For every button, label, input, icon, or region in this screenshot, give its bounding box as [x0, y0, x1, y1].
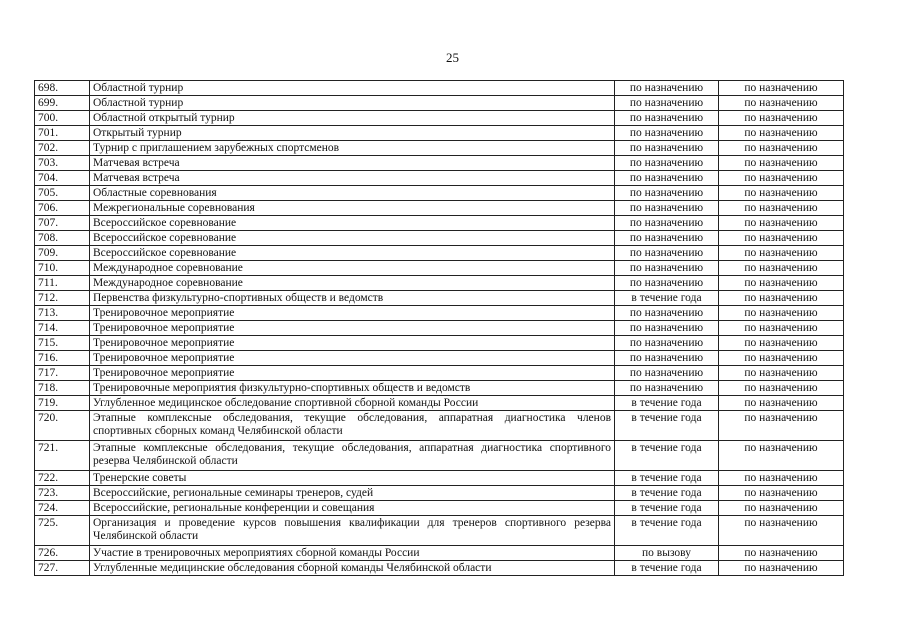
row-number-cell: 725. [35, 516, 90, 546]
table-row [35, 201, 844, 216]
assignment-cell: по назначению [719, 411, 844, 441]
assignment-cell: по назначению [719, 186, 844, 201]
row-number-cell: 724. [35, 501, 90, 516]
event-name-cell: Всероссийские, региональные семинары тренеров, судей [90, 486, 615, 501]
assignment-cell: по назначению [719, 261, 844, 276]
event-name-cell: Тренировочное мероприятие [90, 366, 615, 381]
table-row [35, 126, 844, 141]
event-name-cell: Тренерские советы [90, 471, 615, 486]
event-name-cell: Областные соревнования [90, 186, 615, 201]
event-name-cell: Международное соревнование [90, 261, 615, 276]
row-number-cell: 721. [35, 441, 90, 471]
row-number-cell: 712. [35, 291, 90, 306]
schedule-cell: по назначению [615, 171, 719, 186]
table-row [35, 501, 844, 516]
event-name-cell: Углубленные медицинские обследования сборной команды Челябинской области [90, 561, 615, 576]
schedule-cell: по назначению [615, 246, 719, 261]
row-number-cell: 701. [35, 126, 90, 141]
table-row [35, 246, 844, 261]
assignment-cell: по назначению [719, 441, 844, 471]
assignment-cell: по назначению [719, 141, 844, 156]
row-number-cell: 714. [35, 321, 90, 336]
schedule-cell: по назначению [615, 276, 719, 291]
table-row [35, 81, 844, 96]
table-row [35, 396, 844, 411]
row-number-cell: 707. [35, 216, 90, 231]
table-row [35, 336, 844, 351]
row-number-cell: 703. [35, 156, 90, 171]
events-table [34, 80, 844, 576]
event-name-cell: Матчевая встреча [90, 171, 615, 186]
assignment-cell: по назначению [719, 276, 844, 291]
assignment-cell: по назначению [719, 516, 844, 546]
row-number-cell: 722. [35, 471, 90, 486]
table-row [35, 561, 844, 576]
schedule-cell: по назначению [615, 351, 719, 366]
event-name-cell: Всероссийское соревнование [90, 216, 615, 231]
event-name-cell: Участие в тренировочных мероприятиях сборной команды России [90, 546, 615, 561]
event-name-cell: Тренировочное мероприятие [90, 336, 615, 351]
table-row [35, 321, 844, 336]
event-name-cell: Организация и проведение курсов повышения квалификации для тренеров спортивного резерва Челябинской области [90, 516, 615, 546]
schedule-cell: по вызову [615, 546, 719, 561]
event-name-cell: Международное соревнование [90, 276, 615, 291]
assignment-cell: по назначению [719, 471, 844, 486]
table-row [35, 171, 844, 186]
row-number-cell: 717. [35, 366, 90, 381]
assignment-cell: по назначению [719, 291, 844, 306]
schedule-cell: в течение года [615, 561, 719, 576]
assignment-cell: по назначению [719, 366, 844, 381]
assignment-cell: по назначению [719, 156, 844, 171]
schedule-cell: по назначению [615, 231, 719, 246]
table-row [35, 141, 844, 156]
table-row [35, 291, 844, 306]
row-number-cell: 698. [35, 81, 90, 96]
table-row [35, 186, 844, 201]
schedule-cell: в течение года [615, 516, 719, 546]
schedule-cell: по назначению [615, 381, 719, 396]
row-number-cell: 700. [35, 111, 90, 126]
table-row [35, 231, 844, 246]
event-name-cell: Тренировочное мероприятие [90, 321, 615, 336]
schedule-cell: по назначению [615, 201, 719, 216]
assignment-cell: по назначению [719, 381, 844, 396]
table-row [35, 96, 844, 111]
table-row [35, 441, 844, 471]
event-name-cell: Межрегиональные соревнования [90, 201, 615, 216]
assignment-cell: по назначению [719, 501, 844, 516]
row-number-cell: 715. [35, 336, 90, 351]
table-row [35, 351, 844, 366]
schedule-cell: по назначению [615, 111, 719, 126]
assignment-cell: по назначению [719, 81, 844, 96]
event-name-cell: Первенства физкультурно-спортивных обществ и ведомств [90, 291, 615, 306]
schedule-cell: по назначению [615, 321, 719, 336]
schedule-cell: по назначению [615, 141, 719, 156]
row-number-cell: 726. [35, 546, 90, 561]
assignment-cell: по назначению [719, 171, 844, 186]
event-name-cell: Областной открытый турнир [90, 111, 615, 126]
table-row [35, 381, 844, 396]
schedule-cell: по назначению [615, 306, 719, 321]
row-number-cell: 711. [35, 276, 90, 291]
row-number-cell: 709. [35, 246, 90, 261]
event-name-cell: Тренировочное мероприятие [90, 351, 615, 366]
table-row [35, 486, 844, 501]
assignment-cell: по назначению [719, 486, 844, 501]
event-name-cell: Областной турнир [90, 81, 615, 96]
schedule-cell: по назначению [615, 96, 719, 111]
event-name-cell: Областной турнир [90, 96, 615, 111]
row-number-cell: 702. [35, 141, 90, 156]
page-number: 25 [446, 50, 459, 65]
table-row [35, 216, 844, 231]
table-row [35, 516, 844, 546]
event-name-cell: Тренировочное мероприятие [90, 306, 615, 321]
schedule-cell: в течение года [615, 486, 719, 501]
row-number-cell: 706. [35, 201, 90, 216]
row-number-cell: 716. [35, 351, 90, 366]
table-row [35, 111, 844, 126]
schedule-cell: по назначению [615, 156, 719, 171]
assignment-cell: по назначению [719, 306, 844, 321]
schedule-cell: по назначению [615, 126, 719, 141]
assignment-cell: по назначению [719, 126, 844, 141]
row-number-cell: 723. [35, 486, 90, 501]
schedule-cell: по назначению [615, 261, 719, 276]
assignment-cell: по назначению [719, 96, 844, 111]
event-name-cell: Всероссийское соревнование [90, 246, 615, 261]
table-row [35, 306, 844, 321]
row-number-cell: 704. [35, 171, 90, 186]
assignment-cell: по назначению [719, 231, 844, 246]
event-name-cell: Углубленное медицинское обследование спортивной сборной команды России [90, 396, 615, 411]
event-name-cell: Всероссийские, региональные конференции и совещания [90, 501, 615, 516]
row-number-cell: 718. [35, 381, 90, 396]
table-row [35, 276, 844, 291]
assignment-cell: по назначению [719, 546, 844, 561]
event-name-cell: Всероссийское соревнование [90, 231, 615, 246]
schedule-cell: в течение года [615, 501, 719, 516]
assignment-cell: по назначению [719, 351, 844, 366]
table-row [35, 366, 844, 381]
assignment-cell: по назначению [719, 336, 844, 351]
event-name-cell: Этапные комплексные обследования, текущие обследования, аппаратная диагностика членов спортивных сборных команд Челябинской области [90, 411, 615, 441]
assignment-cell: по назначению [719, 246, 844, 261]
assignment-cell: по назначению [719, 216, 844, 231]
table-row [35, 411, 844, 441]
schedule-cell: по назначению [615, 366, 719, 381]
row-number-cell: 720. [35, 411, 90, 441]
assignment-cell: по назначению [719, 201, 844, 216]
table-row [35, 156, 844, 171]
assignment-cell: по назначению [719, 561, 844, 576]
schedule-cell: в течение года [615, 411, 719, 441]
event-name-cell: Турнир с приглашением зарубежных спортсменов [90, 141, 615, 156]
row-number-cell: 719. [35, 396, 90, 411]
assignment-cell: по назначению [719, 321, 844, 336]
table-row [35, 471, 844, 486]
schedule-cell: по назначению [615, 336, 719, 351]
row-number-cell: 727. [35, 561, 90, 576]
schedule-cell: в течение года [615, 396, 719, 411]
schedule-cell: по назначению [615, 186, 719, 201]
event-name-cell: Открытый турнир [90, 126, 615, 141]
row-number-cell: 710. [35, 261, 90, 276]
row-number-cell: 699. [35, 96, 90, 111]
schedule-cell: в течение года [615, 441, 719, 471]
row-number-cell: 713. [35, 306, 90, 321]
row-number-cell: 708. [35, 231, 90, 246]
event-name-cell: Тренировочные мероприятия физкультурно-спортивных обществ и ведомств [90, 381, 615, 396]
schedule-cell: в течение года [615, 471, 719, 486]
schedule-cell: по назначению [615, 216, 719, 231]
events-table-body [35, 81, 844, 576]
row-number-cell: 705. [35, 186, 90, 201]
schedule-cell: по назначению [615, 81, 719, 96]
table-row [35, 261, 844, 276]
schedule-cell: в течение года [615, 291, 719, 306]
assignment-cell: по назначению [719, 111, 844, 126]
event-name-cell: Матчевая встреча [90, 156, 615, 171]
event-name-cell: Этапные комплексные обследования, текущие обследования, аппаратная диагностика спортивного резерва Челябинской области [90, 441, 615, 471]
assignment-cell: по назначению [719, 396, 844, 411]
table-row [35, 546, 844, 561]
